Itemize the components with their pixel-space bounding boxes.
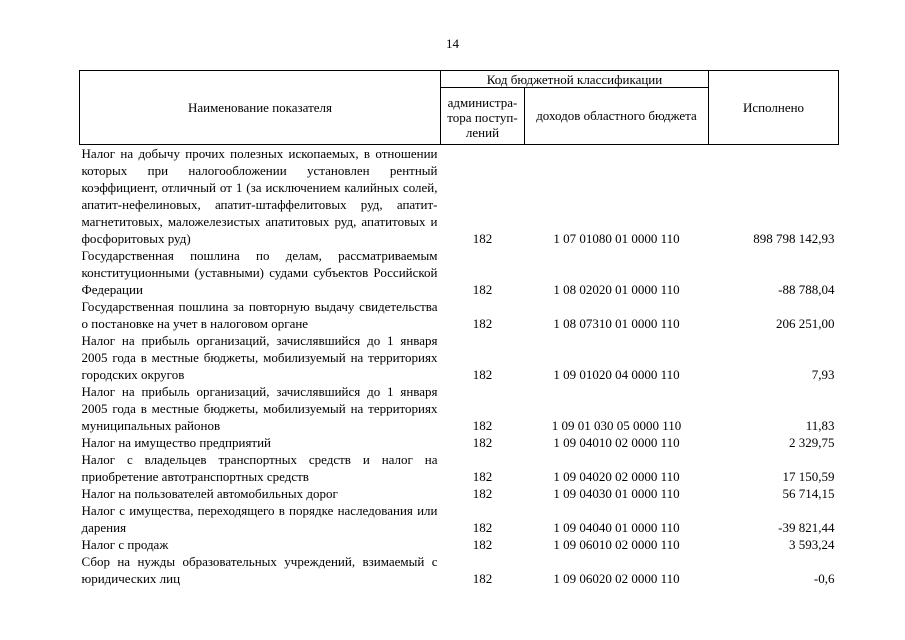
table-row bbox=[80, 434, 839, 451]
row-indicator-name: Государственная пошлина за повторную выдачу свидетельства о постановке на учет в налоговом органе bbox=[81, 299, 438, 331]
row-income-code: 1 07 01080 01 0000 110 bbox=[553, 231, 680, 246]
row-indicator-name: Налог на прибыль организаций, зачислявшийся до 1 января 2005 года в местные бюджеты, мобилизуемый на территориях муниципальных районов bbox=[81, 384, 438, 433]
row-admin-code: 182 bbox=[472, 418, 493, 433]
row-admin-code: 182 bbox=[472, 537, 493, 552]
row-income-code: 1 09 01020 04 0000 110 bbox=[553, 367, 680, 382]
page-number: 14 bbox=[446, 36, 459, 51]
header-budget-classification: Код бюджетной классификации bbox=[441, 71, 709, 88]
row-income-code: 1 08 07310 01 0000 110 bbox=[553, 316, 680, 331]
row-admin-code: 182 bbox=[472, 231, 493, 246]
row-executed-amount: 56 714,15 bbox=[782, 486, 835, 501]
header-income-code: доходов областного бюджета bbox=[525, 88, 709, 145]
row-indicator-name: Сбор на нужды образовательных учреждений, взимаемый с юридических лиц bbox=[81, 554, 438, 586]
table-row bbox=[80, 553, 839, 587]
row-admin-code: 182 bbox=[472, 282, 493, 297]
table-row bbox=[80, 485, 839, 502]
row-executed-amount: 7,93 bbox=[811, 367, 835, 382]
row-income-code: 1 09 04020 02 0000 110 bbox=[553, 469, 680, 484]
row-executed-amount: 898 798 142,93 bbox=[753, 231, 835, 246]
revenue-table-container bbox=[79, 70, 838, 587]
row-executed-amount: -88 788,04 bbox=[778, 282, 835, 297]
table-row bbox=[80, 298, 839, 332]
row-executed-amount: 3 593,24 bbox=[789, 537, 835, 552]
row-admin-code: 182 bbox=[472, 571, 493, 586]
table-row bbox=[80, 502, 839, 536]
row-indicator-name: Налог с владельцев транспортных средств и налог на приобретение автотранспортных средств bbox=[81, 452, 438, 484]
row-executed-amount: 17 150,59 bbox=[782, 469, 835, 484]
header-admin-code: администра-тора поступ-лений bbox=[441, 88, 525, 145]
row-executed-amount: -0,6 bbox=[813, 571, 835, 586]
row-indicator-name: Налог на прибыль организаций, зачислявшийся до 1 января 2005 года в местные бюджеты, мобилизуемый на территориях городских округов bbox=[81, 333, 438, 382]
row-income-code: 1 09 04030 01 0000 110 bbox=[553, 486, 680, 501]
row-indicator-name: Налог на имущество предприятий bbox=[81, 435, 272, 450]
row-income-code: 1 09 04010 02 0000 110 bbox=[553, 435, 680, 450]
header-indicator-name: Наименование показателя bbox=[80, 71, 441, 145]
row-indicator-name: Налог с продаж bbox=[81, 537, 169, 552]
revenue-table bbox=[79, 70, 839, 587]
row-admin-code: 182 bbox=[472, 520, 493, 535]
row-executed-amount: 11,83 bbox=[805, 418, 835, 433]
row-indicator-name: Государственная пошлина по делам, рассматриваемым конституционными (уставными) судами субъектов Российской Федерации bbox=[81, 248, 438, 297]
row-income-code: 1 09 06020 02 0000 110 bbox=[553, 571, 680, 586]
table-row bbox=[80, 332, 839, 383]
row-admin-code: 182 bbox=[472, 435, 493, 450]
row-admin-code: 182 bbox=[472, 469, 493, 484]
row-admin-code: 182 bbox=[472, 367, 493, 382]
table-row bbox=[80, 145, 839, 248]
table-row bbox=[80, 383, 839, 434]
row-income-code: 1 09 06010 02 0000 110 bbox=[553, 537, 680, 552]
row-income-code: 1 08 02020 01 0000 110 bbox=[553, 282, 680, 297]
row-executed-amount: 2 329,75 bbox=[789, 435, 835, 450]
row-indicator-name: Налог с имущества, переходящего в порядке наследования или дарения bbox=[81, 503, 438, 535]
row-income-code: 1 09 01 030 05 0000 110 bbox=[551, 418, 682, 433]
table-row bbox=[80, 451, 839, 485]
row-income-code: 1 09 04040 01 0000 110 bbox=[553, 520, 680, 535]
row-indicator-name: Налог на пользователей автомобильных дорог bbox=[81, 486, 338, 501]
row-indicator-name: Налог на добычу прочих полезных ископаемых, в отношении которых при налогообложении установлен рентный коэффициент, отличный от 1 (за исключением калийных солей, апатит-нефелиновых, апатит-штаффелитовых руд, апатит-магнетитовых, маложелезистых апатитовых руд, апатитовых и фосфоритовых руд) bbox=[81, 146, 438, 246]
row-executed-amount: -39 821,44 bbox=[778, 520, 835, 535]
row-admin-code: 182 bbox=[472, 486, 493, 501]
row-executed-amount: 206 251,00 bbox=[776, 316, 835, 331]
table-body bbox=[80, 145, 839, 588]
header-executed: Исполнено bbox=[709, 71, 839, 145]
table-row bbox=[80, 536, 839, 553]
row-admin-code: 182 bbox=[472, 316, 493, 331]
table-header bbox=[80, 71, 839, 145]
table-row bbox=[80, 247, 839, 298]
